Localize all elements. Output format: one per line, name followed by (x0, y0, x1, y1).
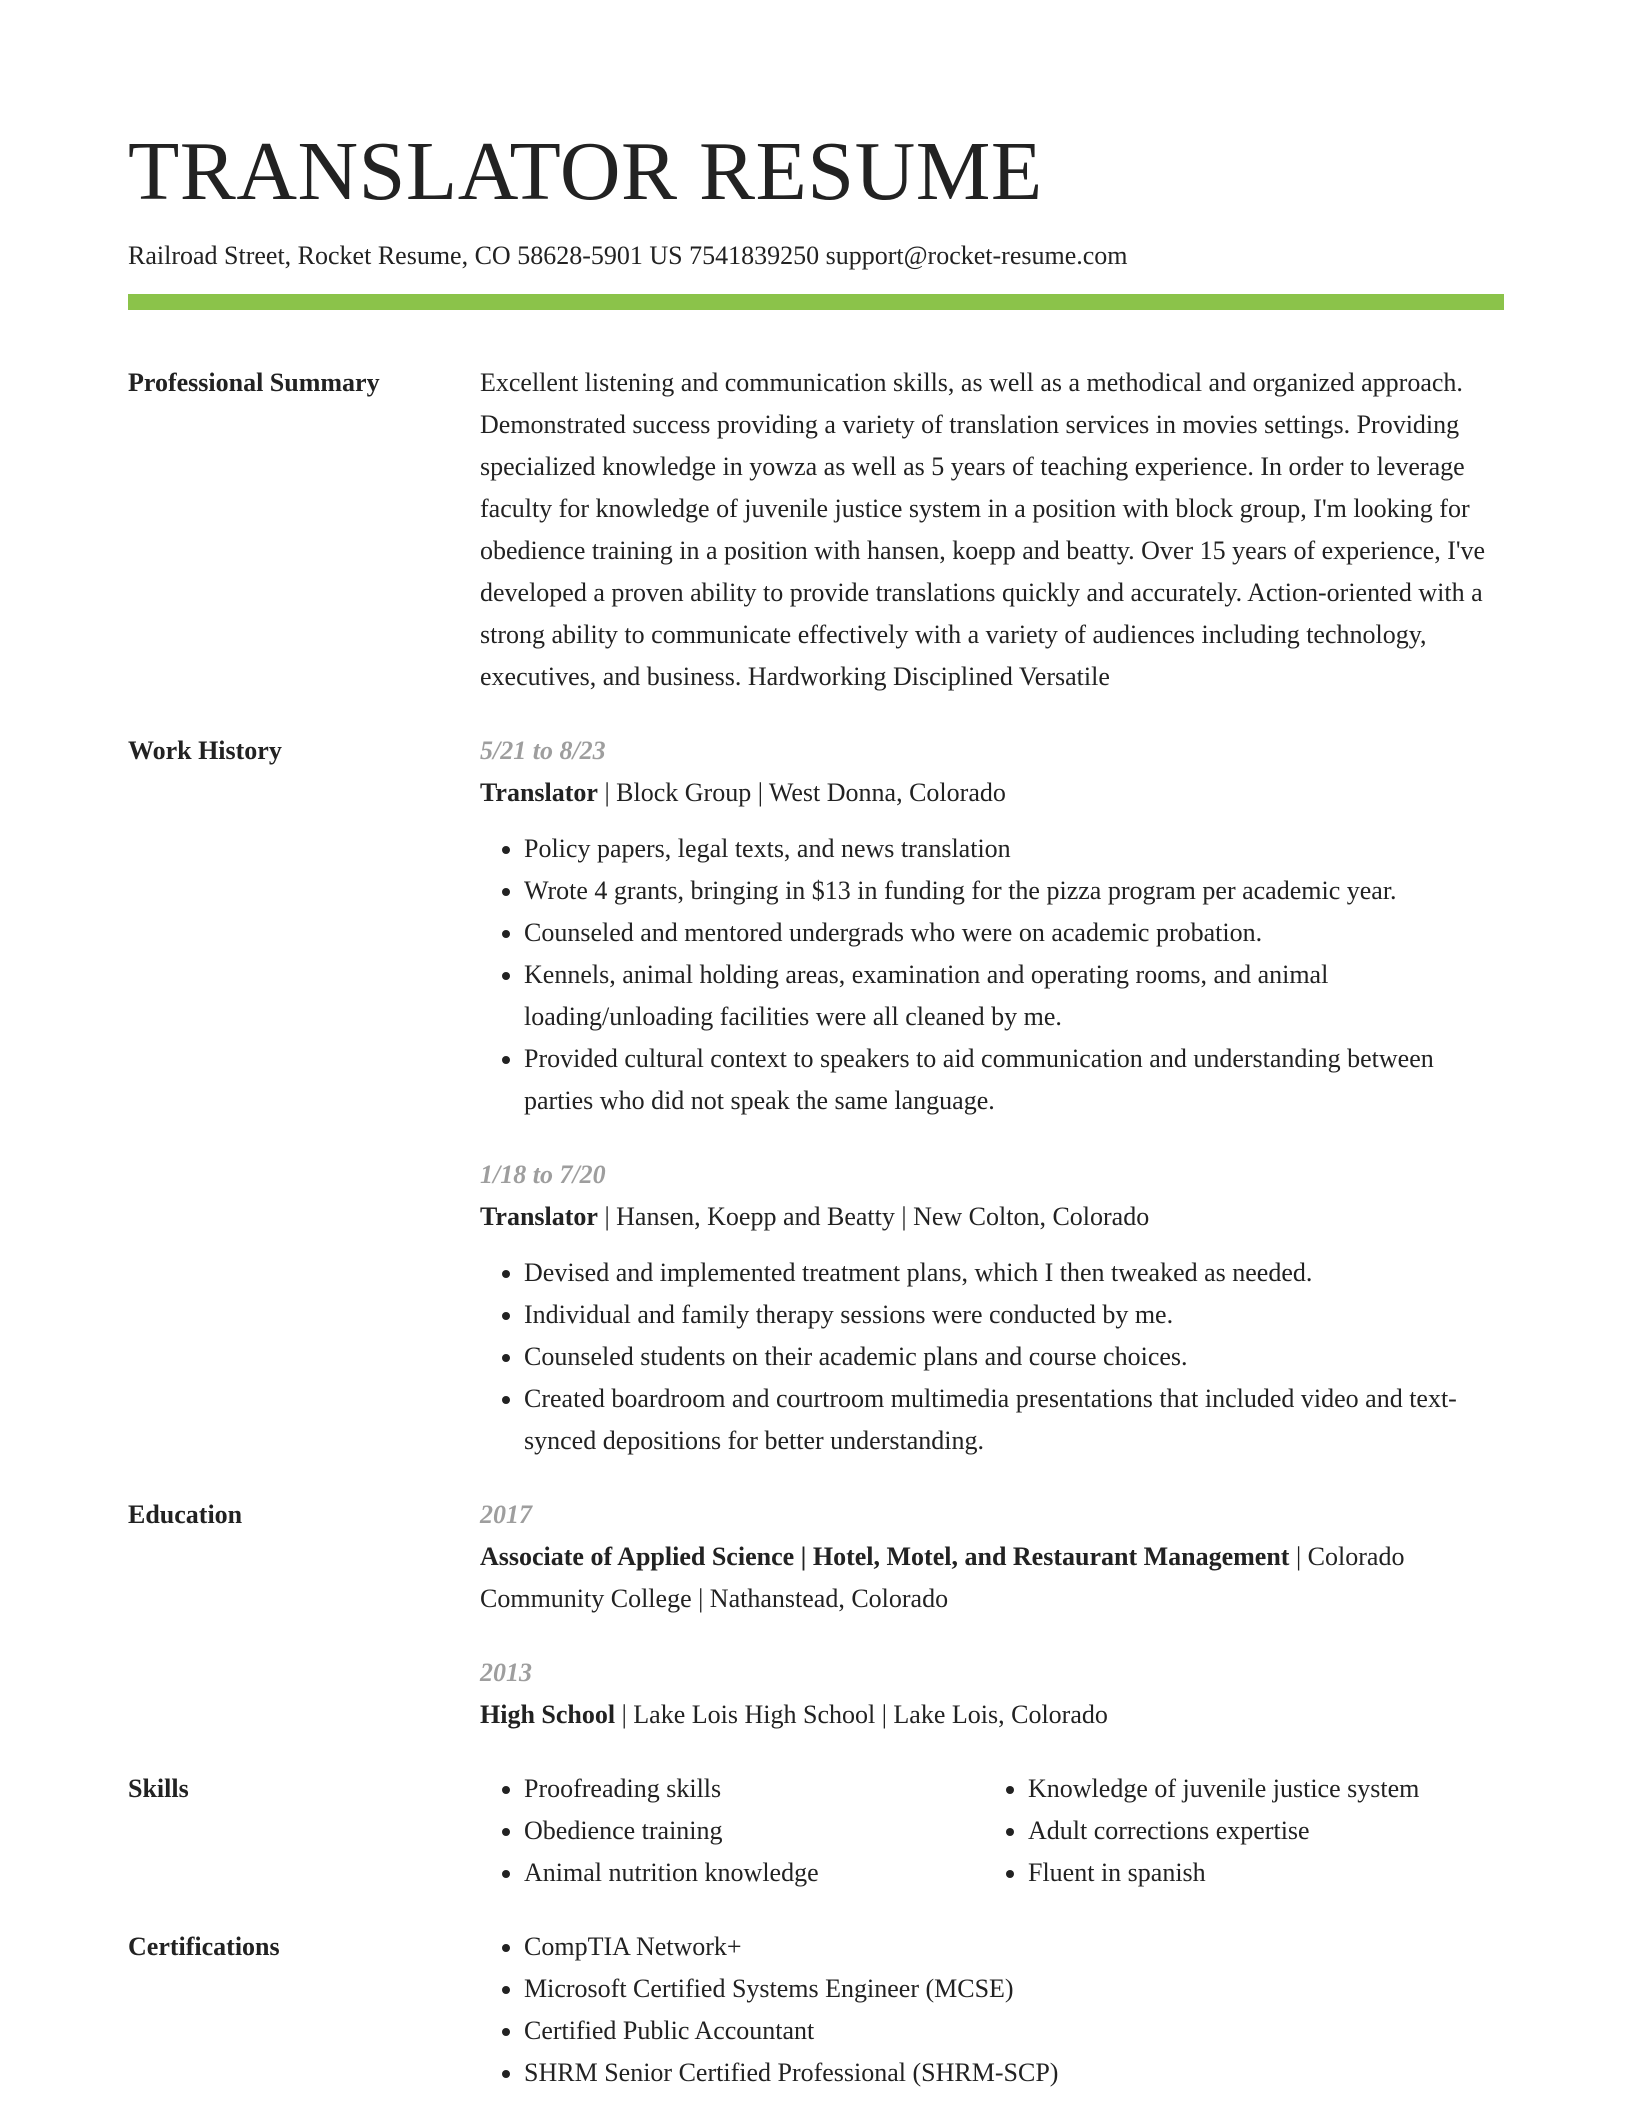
list-item: • CompTIA Network+ (524, 1926, 1504, 1968)
header-divider (128, 294, 1504, 310)
education-entry (480, 1494, 1504, 1620)
list-item: • Kennels, animal holding areas, examination and operating rooms, and animal loading/unloading facilities were all cleaned by me. (524, 954, 1504, 1038)
education-degree: High School (480, 1700, 616, 1729)
summary-section (128, 362, 1504, 698)
job-entry (480, 730, 1504, 1122)
contact-email: support@rocket-resume.com (825, 241, 1128, 270)
job-title-line (480, 772, 1504, 814)
contact-phone: 7541839250 (689, 241, 820, 270)
list-item: • Fluent in spanish (1028, 1852, 1504, 1894)
job-bullets (480, 828, 1504, 1122)
list-item: • Created boardroom and courtroom multimedia presentations that included video and text-synced depositions for better understanding. (524, 1378, 1504, 1462)
education-school: | Lake Lois High School | Lake Lois, Colorado (615, 1700, 1108, 1729)
education-school: | Colorado Community College | Nathanstead, Colorado (480, 1542, 1405, 1613)
job-dates: 5/21 to 8/23 (480, 736, 606, 765)
list-item: • Animal nutrition knowledge (524, 1852, 984, 1894)
list-item: • Certified Public Accountant (524, 2010, 1504, 2052)
list-item: • Adult corrections expertise (1028, 1810, 1504, 1852)
education-degree: Associate of Applied Science | Hotel, Motel, and Restaurant Management (480, 1542, 1290, 1571)
list-item: • Obedience training (524, 1810, 984, 1852)
list-item: • Devised and implemented treatment plans, which I then tweaked as needed. (524, 1252, 1504, 1294)
list-item: • Policy papers, legal texts, and news translation (524, 828, 1504, 870)
list-item: • Individual and family therapy sessions were conducted by me. (524, 1294, 1504, 1336)
work-history-section (128, 730, 1504, 1462)
job-bullets (480, 1252, 1504, 1462)
resume-title: TRANSLATOR RESUME (128, 125, 1043, 218)
education-year: 2017 (480, 1500, 532, 1529)
education-line (480, 1694, 1504, 1736)
list-item: • Counseled and mentored undergrads who were on academic probation. (524, 912, 1504, 954)
skills-list (984, 1768, 1504, 1894)
skills-list (480, 1768, 984, 1894)
certifications-list (480, 1926, 1504, 2094)
education-heading: Education (128, 1500, 243, 1529)
list-item: • Provided cultural context to speakers to aid communication and understanding between parties who did not speak the same language. (524, 1038, 1504, 1122)
education-entry (480, 1652, 1504, 1736)
contact-line (128, 238, 1504, 274)
summary-text: Excellent listening and communication skills, as well as a methodical and organized approach. Demonstrated success providing a variety of translation services in movies settings. Providing specialized knowledge in yowza as well as 5 years of teaching experience. In order to leverage faculty for knowledge of juvenile justice system in a position with block group, I'm looking for obedience training in a position with hansen, koepp and beatty. Over 15 years of experience, I've developed a proven ability to provide translations quickly and accurately. Action-oriented with a strong ability to communicate effectively with a variety of audiences including technology, executives, and business. Hardworking Disciplined Versatile (480, 368, 1486, 691)
job-employer: | Hansen, Koepp and Beatty | New Colton, Colorado (597, 1202, 1150, 1231)
list-item: • Counseled students on their academic plans and course choices. (524, 1336, 1504, 1378)
skills-heading: Skills (128, 1774, 189, 1803)
certifications-section (128, 1926, 1504, 2094)
job-employer: | Block Group | West Donna, Colorado (597, 778, 1006, 807)
contact-address: Railroad Street, Rocket Resume, CO 58628-5901 US (128, 241, 683, 270)
list-item: • Proofreading skills (524, 1768, 984, 1810)
skills-section (128, 1768, 1504, 1894)
list-item: • Knowledge of juvenile justice system (1028, 1768, 1504, 1810)
job-entry (480, 1154, 1504, 1462)
education-section (128, 1494, 1504, 1736)
summary-heading: Professional Summary (128, 368, 380, 397)
certifications-heading: Certifications (128, 1932, 280, 1961)
education-year: 2013 (480, 1658, 532, 1687)
job-title-line (480, 1196, 1504, 1238)
resume-page (128, 118, 1504, 2094)
job-dates: 1/18 to 7/20 (480, 1160, 606, 1189)
work-history-heading: Work History (128, 736, 282, 765)
job-role: Translator (480, 1202, 598, 1231)
list-item: • SHRM Senior Certified Professional (SHRM-SCP) (524, 2052, 1504, 2094)
education-line (480, 1536, 1504, 1620)
list-item: • Wrote 4 grants, bringing in $13 in funding for the pizza program per academic year. (524, 870, 1504, 912)
job-role: Translator (480, 778, 598, 807)
list-item: • Microsoft Certified Systems Engineer (MCSE) (524, 1968, 1504, 2010)
